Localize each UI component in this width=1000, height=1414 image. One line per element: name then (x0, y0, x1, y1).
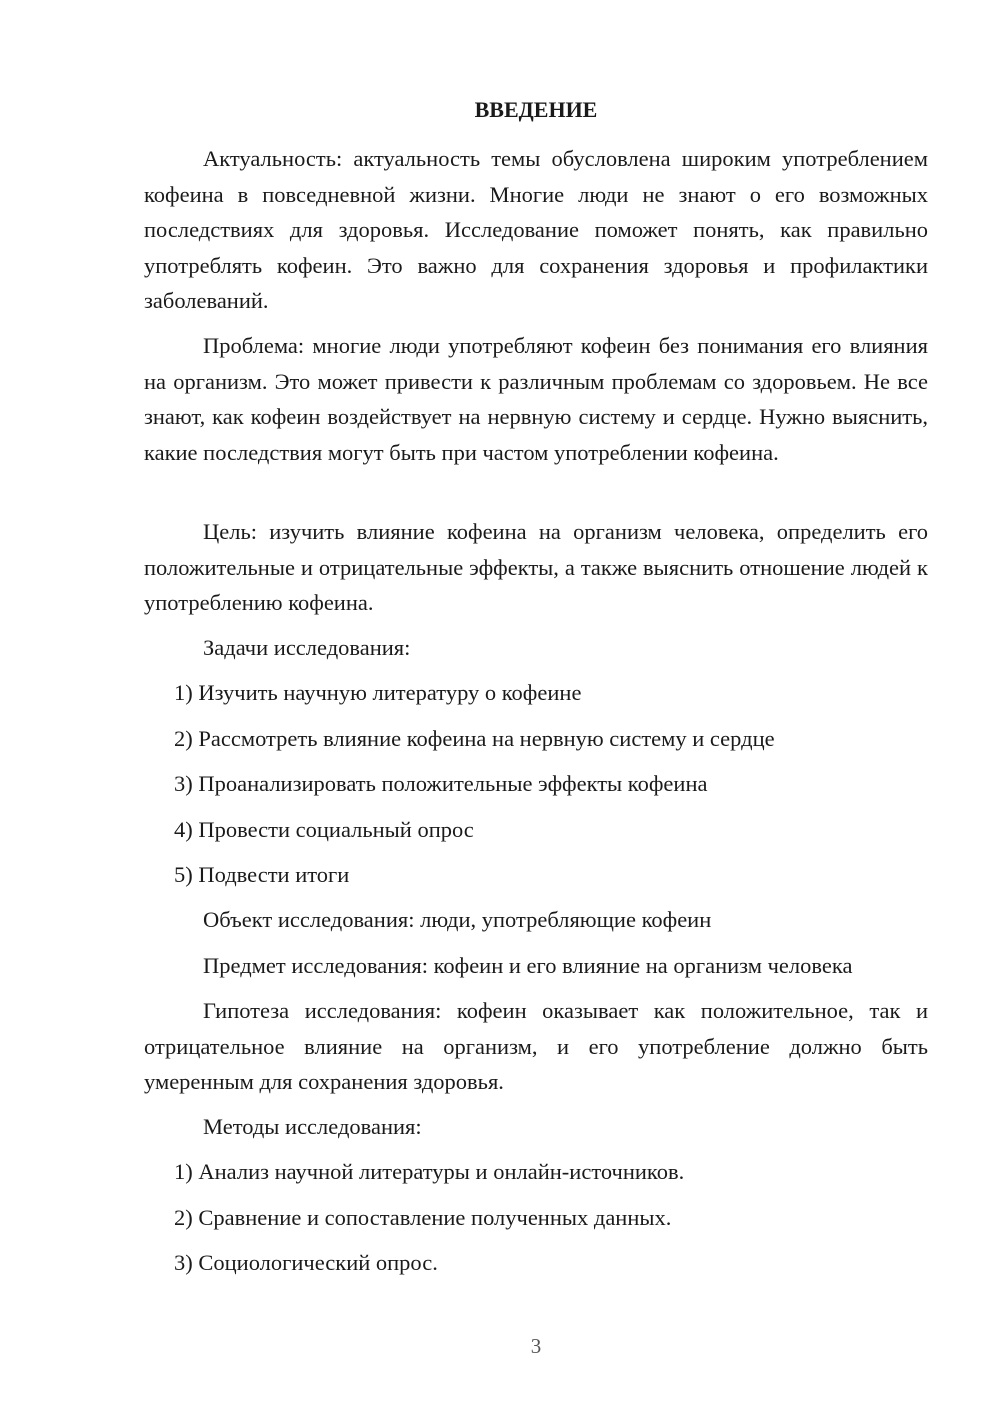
method-item: 1) Анализ научной литературы и онлайн-источников. (174, 1159, 685, 1184)
hypothesis-paragraph: Гипотеза исследования: кофеин оказывает как положительное, так и отрицательное влияние на организм, и его употребление должно быть умеренным для сохранения здоровья. (144, 998, 928, 1094)
task-item: 1) Изучить научную литературу о кофеине (174, 680, 582, 705)
page-number: 3 (530, 1334, 542, 1358)
object-line: Объект исследования: люди, употребляющие кофеин (203, 907, 712, 932)
method-item: 3) Социологический опрос. (174, 1250, 438, 1275)
problem-paragraph: Проблема: многие люди употребляют кофеин без понимания его влияния на организм. Это может привести к различным проблемам со здоровьем. Не все знают, как кофеин воздействует на нервную систему и сердце. Нужно выяснить, какие последствия могут быть при частом употреблении кофеина. (144, 333, 928, 465)
subject-line: Предмет исследования: кофеин и его влияние на организм человека (203, 953, 853, 978)
relevance-paragraph: Актуальность: актуальность темы обусловлена широким употреблением кофеина в повседневной жизни. Многие люди не знают о его возможных последствиях для здоровья. Исследование поможет понять, как правильно употреблять кофеин. Это важно для сохранения здоровья и профилактики заболеваний. (144, 146, 928, 313)
task-item: 4) Провести социальный опрос (174, 817, 474, 842)
task-item: 2) Рассмотреть влияние кофеина на нервную систему и сердце (174, 726, 775, 751)
methods-heading: Методы исследования: (203, 1114, 422, 1139)
method-item: 2) Сравнение и сопоставление полученных данных. (174, 1205, 672, 1230)
goal-paragraph: Цель: изучить влияние кофеина на организм человека, определить его положительные и отрицательные эффекты, а также выяснить отношение людей к употреблению кофеина. (144, 519, 928, 615)
tasks-heading: Задачи исследования: (203, 635, 411, 660)
task-item: 5) Подвести итоги (174, 862, 350, 887)
page-title: ВВЕДЕНИЕ (474, 97, 598, 122)
task-item: 3) Проанализировать положительные эффекты кофеина (174, 771, 708, 796)
